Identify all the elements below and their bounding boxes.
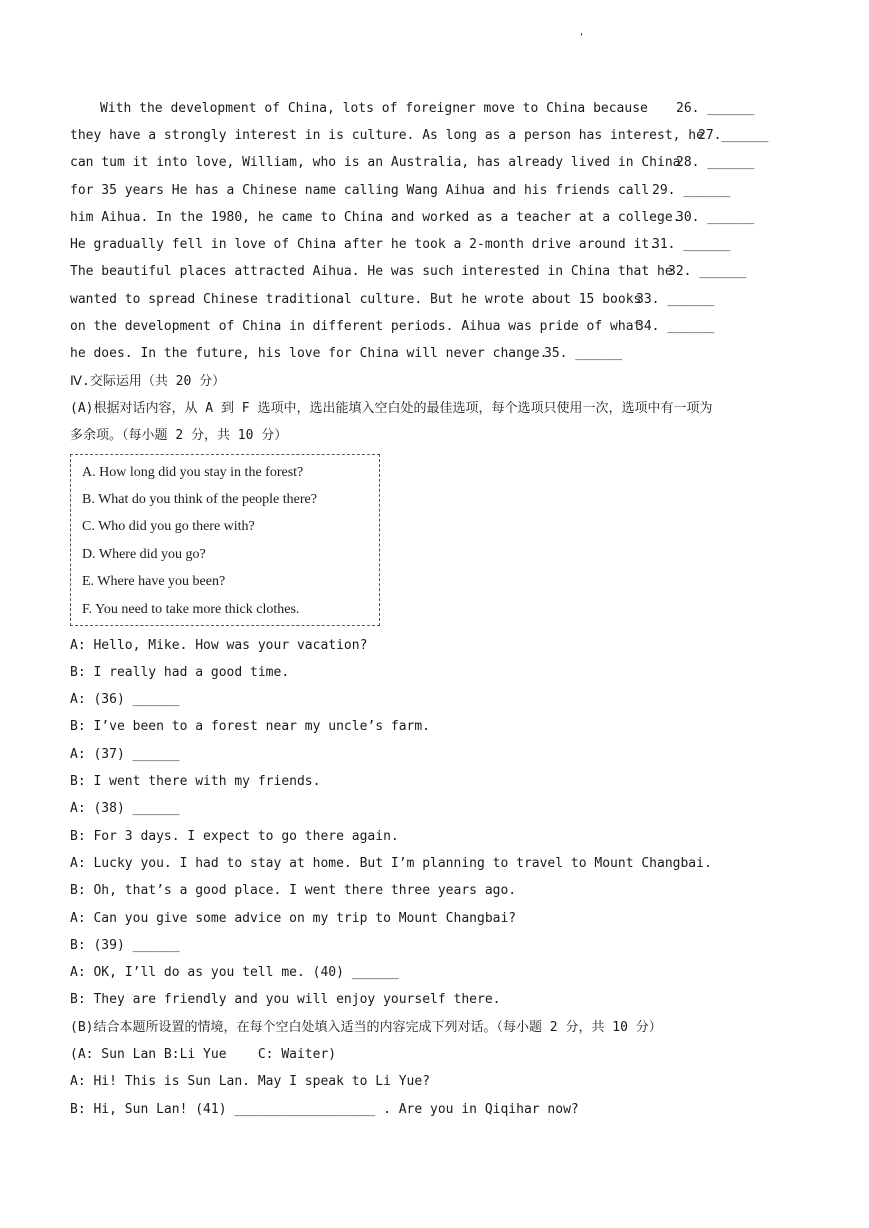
part-b-instructions: (B)结合本题所设置的情境，在每个空白处填入适当的内容完成下列对话。（每小题 2 分，共 10 分） — [70, 1020, 662, 1035]
passage-line: he does. In the future, his love for China will never change. — [70, 346, 548, 361]
option-d: D. Where did you go? — [82, 547, 206, 562]
passage-line: The beautiful places attracted Aihua. He was such interested in China that he — [70, 264, 673, 279]
blank-number: 31. ______ — [652, 237, 731, 252]
dialogue-line: B: For 3 days. I expect to go there again. — [70, 829, 399, 844]
dialogue-line: B: (39) ______ — [70, 938, 180, 953]
blank-number: 26. ______ — [676, 101, 755, 116]
options-box — [70, 454, 380, 626]
part-a-instructions-cont: 多余项。（每小题 2 分，共 10 分） — [70, 428, 288, 443]
dialogue-line: A: (37) ______ — [70, 747, 180, 762]
page-mark: ' — [580, 32, 583, 43]
section-title: Ⅳ.交际运用（共 20 分） — [70, 374, 226, 389]
option-b: B. What do you think of the people there? — [82, 492, 317, 507]
dialogue-line: A: Lucky you. I had to stay at home. But I’m planning to travel to Mount Changbai. — [70, 856, 712, 871]
passage-line: for 35 years He has a Chinese name calling Wang Aihua and his friends call — [70, 183, 650, 198]
blank-number: 34. ______ — [636, 319, 715, 334]
blank-number: 35. ______ — [544, 346, 623, 361]
dialogue-line: A: (36) ______ — [70, 692, 180, 707]
part-a-instructions: (A)根据对话内容，从 A 到 F 选项中，选出能填入空白处的最佳选项，每个选项只使用一次，选项中有一项为 — [70, 401, 713, 416]
dialogue-line: A: (38) ______ — [70, 801, 180, 816]
passage-line: they have a strongly interest in is culture. As long as a person has interest, he — [70, 128, 704, 143]
dialogue-line: A: Hi! This is Sun Lan. May I speak to Li Yue? — [70, 1074, 431, 1089]
blank-number: 33. ______ — [636, 292, 715, 307]
option-c: C. Who did you go there with? — [82, 519, 255, 534]
dialogue-line: A: OK, I’ll do as you tell me. (40) ______ — [70, 965, 399, 980]
passage-line: He gradually fell in love of China after he took a 2-month drive around it. — [70, 237, 657, 252]
blank-number: 29. ______ — [652, 183, 731, 198]
option-a: A. How long did you stay in the forest? — [82, 465, 304, 480]
passage-line: With the development of China, lots of foreigner move to China because — [100, 101, 648, 116]
dialogue-line: B: Hi, Sun Lan! (41) __________________ . Are you in Qiqihar now? — [70, 1102, 579, 1117]
dialogue-line: B: Oh, that’s a good place. I went there three years ago. — [70, 883, 517, 898]
dialogue-line: A: Can you give some advice on my trip to Mount Changbai? — [70, 911, 517, 926]
blank-number: 32. ______ — [668, 264, 747, 279]
dialogue-line: B: I’ve been to a forest near my uncle’s farm. — [70, 719, 431, 734]
passage-line: on the development of China in different periods. Aihua was pride of what — [70, 319, 642, 334]
blank-number: 27.______ — [698, 128, 769, 143]
option-f: F. You need to take more thick clothes. — [82, 602, 300, 617]
dialogue-line: B: I really had a good time. — [70, 665, 290, 680]
dialogue-line: A: Hello, Mike. How was your vacation? — [70, 638, 368, 653]
blank-number: 28. ______ — [676, 155, 755, 170]
option-e: E. Where have you been? — [82, 574, 226, 589]
dialogue-line: B: They are friendly and you will enjoy yourself there. — [70, 992, 501, 1007]
passage-line: him Aihua. In the 1980, he came to China and worked as a teacher at a college. — [70, 210, 681, 225]
dialogue-roles: (A: Sun Lan B:Li Yue C: Waiter) — [70, 1047, 337, 1062]
passage-line: can tum it into love, William, who is an Australia, has already lived in China — [70, 155, 681, 170]
dialogue-line: B: I went there with my friends. — [70, 774, 321, 789]
blank-number: 30. ______ — [676, 210, 755, 225]
passage-line: wanted to spread Chinese traditional culture. But he wrote about 15 books — [70, 292, 642, 307]
